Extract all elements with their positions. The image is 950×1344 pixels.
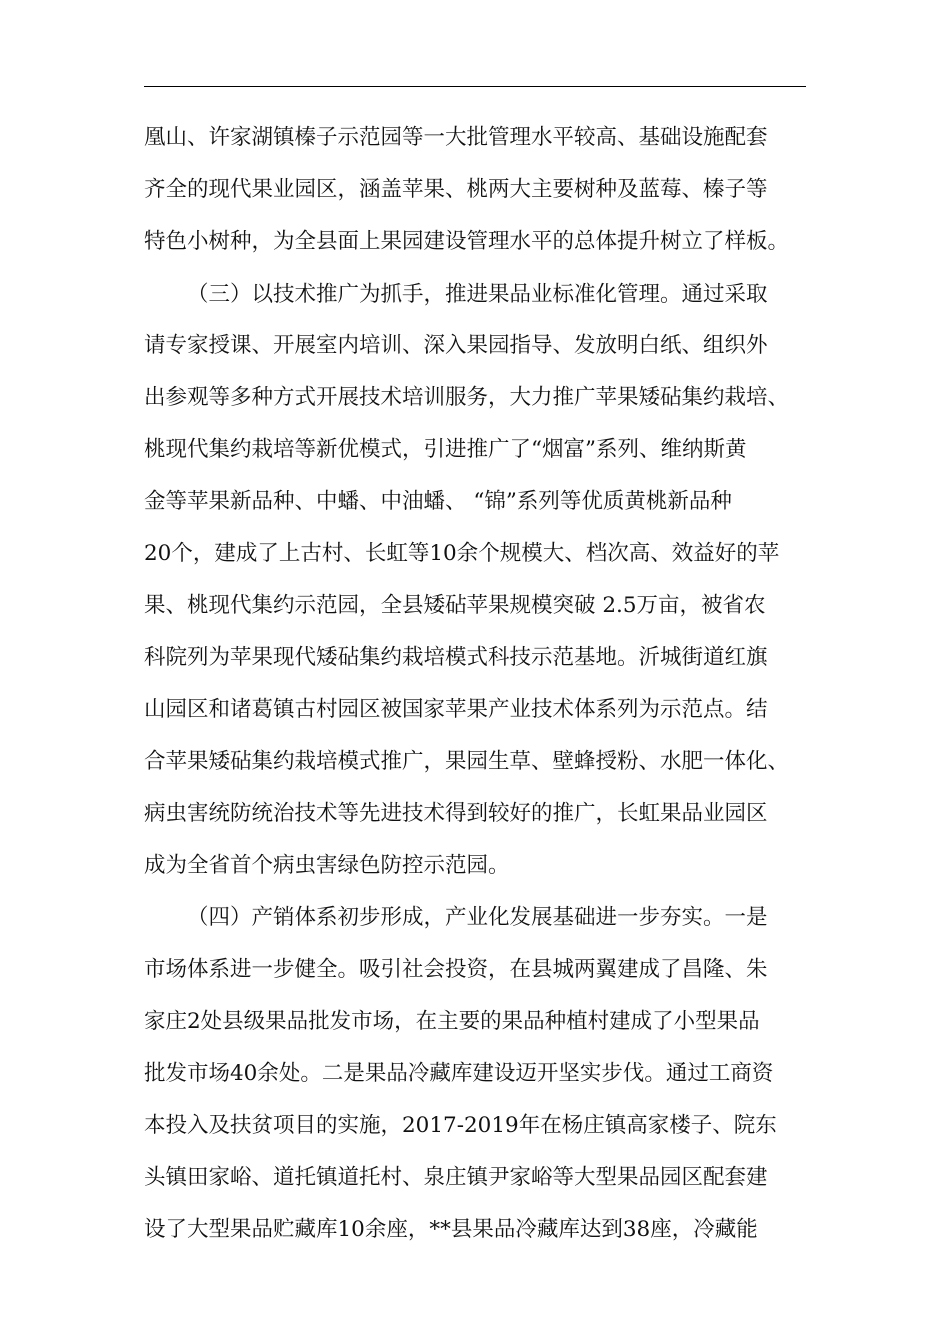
paragraph-heading: （三）以技术推广为抓手，推进果品业标准化管理。通过采取 bbox=[187, 282, 768, 307]
text-line: 齐全的现代果业园区，涵盖苹果、桃两大主要树种及蓝莓、榛子等 bbox=[144, 177, 768, 202]
text-line: 合苹果矮砧集约栽培模式推广，果园生草、壁蜂授粉、水肥一体化、 bbox=[144, 749, 790, 774]
text-line: 桃现代集约栽培等新优模式，引进推广了“烟富”系列、维纳斯黄 bbox=[144, 437, 747, 462]
text-line: 特色小树种，为全县面上果园建设管理水平的总体提升树立了样板。 bbox=[144, 229, 790, 254]
text-line: 设了大型果品贮藏库10余座，**县果品冷藏库达到38座，冷藏能 bbox=[144, 1217, 758, 1242]
text-line: 家庄2处县级果品批发市场，在主要的果品种植村建成了小型果品 bbox=[144, 1009, 760, 1034]
text-line: 病虫害统防统治技术等先进技术得到较好的推广，长虹果品业园区 bbox=[144, 801, 768, 826]
text-line: 凰山、许家湖镇榛子示范园等一大批管理水平较高、基础设施配套 bbox=[144, 125, 768, 150]
text-line: 批发市场40余处。二是果品冷藏库建设迈开坚实步伐。通过工商资 bbox=[144, 1061, 774, 1086]
text-line: 本投入及扶贫项目的实施，2017-2019年在杨庄镇高家楼子、院东 bbox=[144, 1113, 777, 1138]
text-line: 出参观等多种方式开展技术培训服务，大力推广苹果矮砧集约栽培、 bbox=[144, 385, 790, 410]
paragraph-heading: （四）产销体系初步形成，产业化发展基础进一步夯实。一是 bbox=[187, 905, 768, 930]
text-line: 头镇田家峪、道托镇道托村、泉庄镇尹家峪等大型果品园区配套建 bbox=[144, 1165, 768, 1190]
text-line: 金等苹果新品种、中蟠、中油蟠、 “锦”系列等优质黄桃新品种 bbox=[144, 489, 732, 514]
text-line: 成为全省首个病虫害绿色防控示范园。 bbox=[144, 853, 510, 878]
text-line: 20个，建成了上古村、长虹等10余个规模大、档次高、效益好的苹 bbox=[144, 541, 780, 566]
text-line: 果、桃现代集约示范园，全县矮砧苹果规模突破 2.5万亩，被省农 bbox=[144, 593, 766, 618]
text-line: 科院列为苹果现代矮砧集约栽培模式科技示范基地。沂城街道红旗 bbox=[144, 645, 768, 670]
text-line: 请专家授课、开展室内培训、深入果园指导、发放明白纸、组织外 bbox=[144, 333, 768, 358]
text-line: 市场体系进一步健全。吸引社会投资，在县城两翼建成了昌隆、朱 bbox=[144, 957, 768, 982]
text-line: 山园区和诸葛镇古村园区被国家苹果产业技术体系列为示范点。结 bbox=[144, 697, 768, 722]
